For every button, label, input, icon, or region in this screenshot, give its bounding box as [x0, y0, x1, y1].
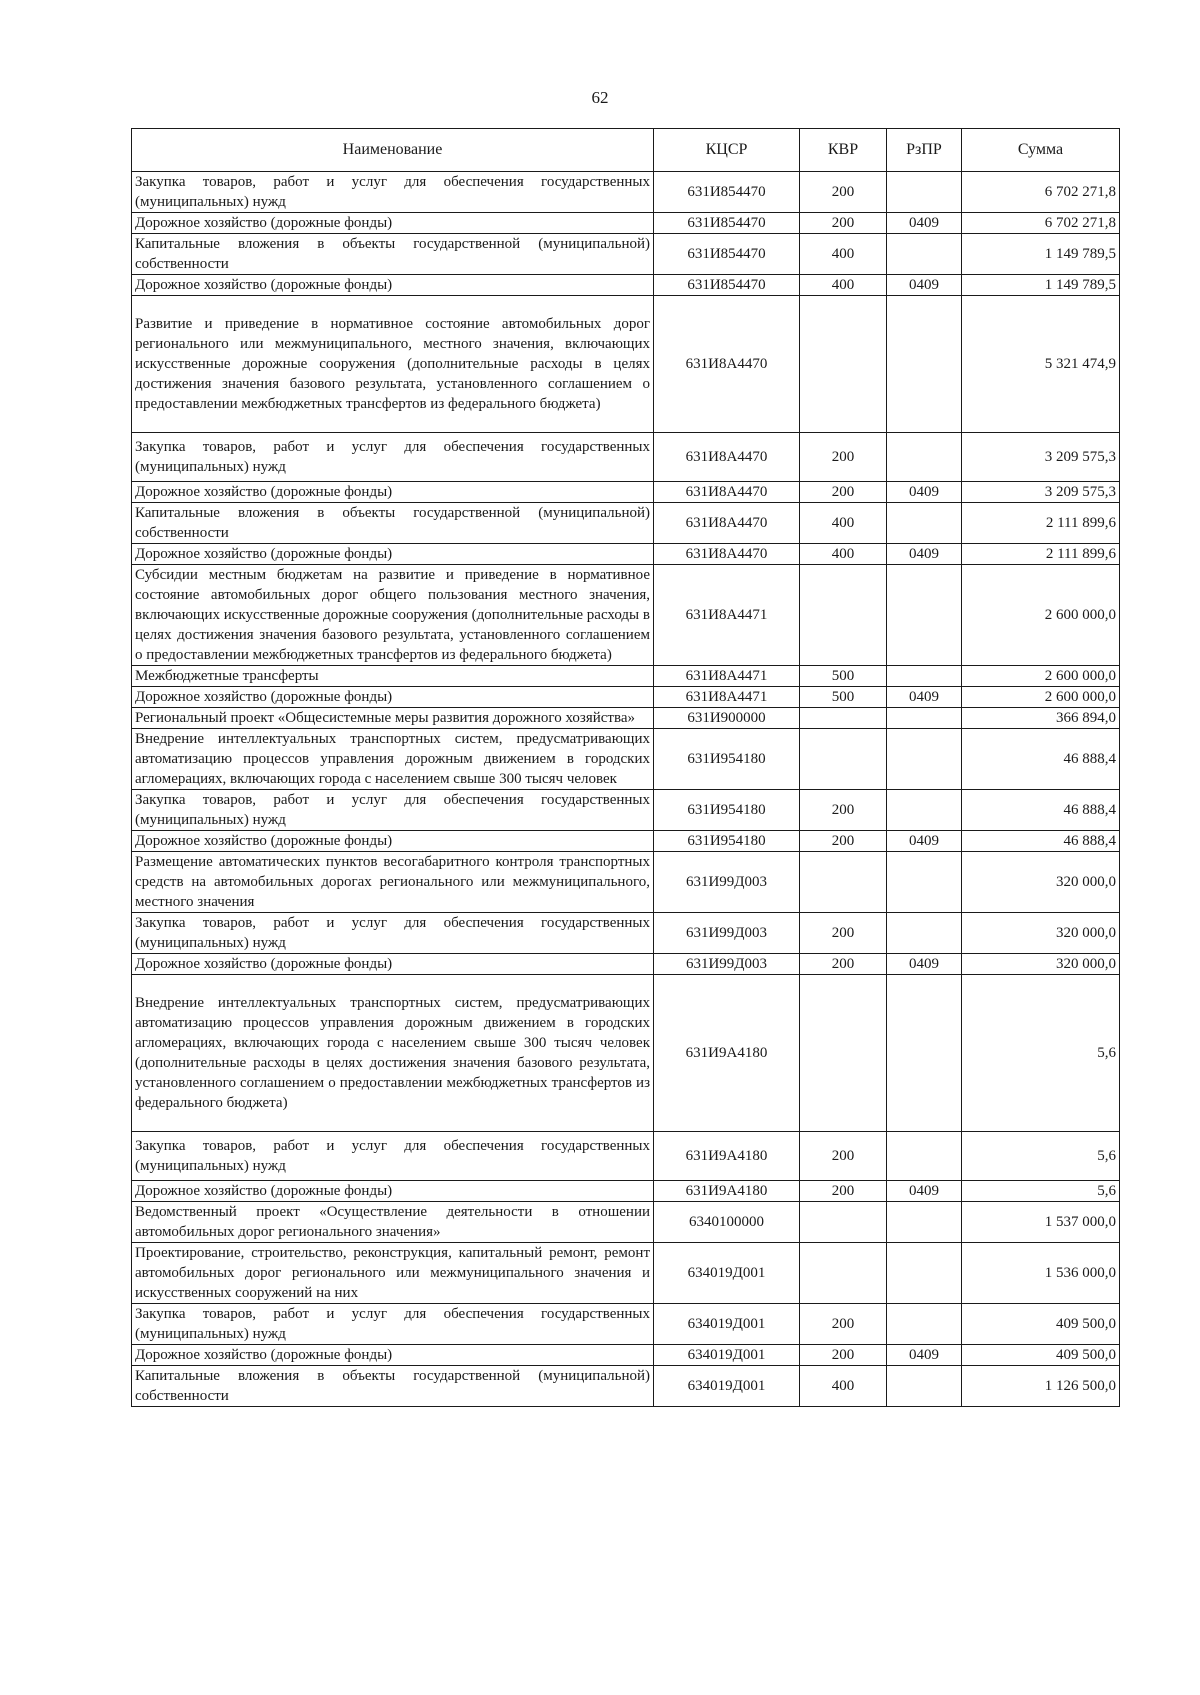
table-row: [132, 213, 1120, 234]
cell-name: Внедрение интеллектуальных транспортных систем, предусматривающих автоматизацию процессов управления дорожным движением в городских агломерациях, включающих города с населением свыше 300 тысяч человек (дополнительные расходы в целях достижения значения базового результата, установленного соглашением о предоставлении межбюджетных трансфертов из федерального бюджета): [132, 975, 654, 1132]
cell-kcsr: 631И99Д003: [654, 852, 800, 913]
cell-name: Капитальные вложения в объекты государственной (муниципальной) собственности: [132, 1366, 654, 1407]
cell-rzpr: 0409: [887, 482, 962, 503]
cell-name: Дорожное хозяйство (дорожные фонды): [132, 1181, 654, 1202]
cell-sum: 2 111 899,6: [962, 544, 1120, 565]
cell-kvr: 500: [800, 666, 887, 687]
header-kvr: КВР: [800, 129, 887, 172]
cell-sum: 5 321 474,9: [962, 296, 1120, 433]
cell-rzpr: [887, 729, 962, 790]
cell-sum: 2 600 000,0: [962, 666, 1120, 687]
cell-rzpr: [887, 1243, 962, 1304]
cell-kvr: 200: [800, 1132, 887, 1181]
cell-name: Внедрение интеллектуальных транспортных систем, предусматривающих автоматизацию процессов управления дорожным движением в городских агломерациях, включающих города с населением свыше 300 тысяч человек: [132, 729, 654, 790]
cell-kcsr: 634019Д001: [654, 1243, 800, 1304]
cell-rzpr: [887, 975, 962, 1132]
cell-kvr: [800, 296, 887, 433]
cell-kcsr: 631И8А4470: [654, 503, 800, 544]
cell-kvr: 200: [800, 482, 887, 503]
cell-rzpr: [887, 1132, 962, 1181]
cell-sum: 409 500,0: [962, 1345, 1120, 1366]
cell-sum: 46 888,4: [962, 790, 1120, 831]
cell-kvr: 200: [800, 831, 887, 852]
cell-kcsr: 6340100000: [654, 1202, 800, 1243]
cell-sum: 1 537 000,0: [962, 1202, 1120, 1243]
cell-kcsr: 631И8А4471: [654, 687, 800, 708]
cell-name: Субсидии местным бюджетам на развитие и приведение в нормативное состояние автомобильных дорог общего пользования местного значения, включающих искусственные дорожные сооружения (дополнительные расходы в целях достижения значения базового результата, установленного соглашением о предоставлении межбюджетных трансфертов из федерального бюджета): [132, 565, 654, 666]
cell-name: Дорожное хозяйство (дорожные фонды): [132, 1345, 654, 1366]
page-number: 62: [591, 88, 609, 107]
table-row: [132, 275, 1120, 296]
table-row: [132, 1243, 1120, 1304]
cell-kvr: 200: [800, 213, 887, 234]
cell-kcsr: 631И9А4180: [654, 1181, 800, 1202]
cell-name: Дорожное хозяйство (дорожные фонды): [132, 954, 654, 975]
cell-kvr: 200: [800, 1345, 887, 1366]
cell-kcsr: 631И9А4180: [654, 1132, 800, 1181]
cell-name: Дорожное хозяйство (дорожные фонды): [132, 482, 654, 503]
table-row: [132, 666, 1120, 687]
table-row: [132, 234, 1120, 275]
cell-sum: 2 600 000,0: [962, 687, 1120, 708]
cell-kvr: [800, 729, 887, 790]
cell-kcsr: 631И8А4470: [654, 433, 800, 482]
table-row: [132, 1304, 1120, 1345]
cell-kcsr: 634019Д001: [654, 1366, 800, 1407]
cell-name: Дорожное хозяйство (дорожные фонды): [132, 275, 654, 296]
cell-name: Закупка товаров, работ и услуг для обеспечения государственных (муниципальных) нужд: [132, 1304, 654, 1345]
cell-sum: 1 536 000,0: [962, 1243, 1120, 1304]
cell-rzpr: [887, 1202, 962, 1243]
cell-rzpr: [887, 296, 962, 433]
table-row: [132, 172, 1120, 213]
cell-rzpr: 0409: [887, 1345, 962, 1366]
header-sum: Сумма: [962, 129, 1120, 172]
cell-kcsr: 631И8А4470: [654, 544, 800, 565]
cell-kcsr: 631И854470: [654, 234, 800, 275]
table-row: [132, 544, 1120, 565]
header-rzpr: РзПР: [887, 129, 962, 172]
cell-rzpr: [887, 666, 962, 687]
table-row: [132, 687, 1120, 708]
cell-sum: 2 111 899,6: [962, 503, 1120, 544]
cell-rzpr: [887, 565, 962, 666]
table-row: [132, 1132, 1120, 1181]
cell-rzpr: 0409: [887, 831, 962, 852]
cell-kcsr: 631И8А4470: [654, 482, 800, 503]
cell-name: Развитие и приведение в нормативное состояние автомобильных дорог регионального или межмуниципального, местного значения, включающих искусственные дорожные сооружения (дополнительные расходы в целях достижения значения базового результата, установленного соглашением о предоставлении межбюджетных трансфертов из федерального бюджета): [132, 296, 654, 433]
cell-rzpr: 0409: [887, 213, 962, 234]
cell-rzpr: [887, 433, 962, 482]
cell-sum: 3 209 575,3: [962, 433, 1120, 482]
table-row: [132, 1366, 1120, 1407]
cell-kcsr: 634019Д001: [654, 1304, 800, 1345]
cell-name: Закупка товаров, работ и услуг для обеспечения государственных (муниципальных) нужд: [132, 433, 654, 482]
cell-rzpr: [887, 708, 962, 729]
cell-rzpr: [887, 913, 962, 954]
cell-kcsr: 631И8А4471: [654, 565, 800, 666]
cell-sum: 6 702 271,8: [962, 213, 1120, 234]
cell-name: Закупка товаров, работ и услуг для обеспечения государственных (муниципальных) нужд: [132, 790, 654, 831]
cell-kvr: 400: [800, 275, 887, 296]
table-body: [132, 172, 1120, 1407]
cell-rzpr: [887, 503, 962, 544]
cell-kvr: 200: [800, 913, 887, 954]
cell-kvr: 200: [800, 1181, 887, 1202]
budget-table: [131, 128, 1120, 1407]
cell-sum: 46 888,4: [962, 729, 1120, 790]
cell-kcsr: 631И954180: [654, 729, 800, 790]
cell-name: Дорожное хозяйство (дорожные фонды): [132, 544, 654, 565]
cell-sum: 46 888,4: [962, 831, 1120, 852]
cell-kvr: 200: [800, 1304, 887, 1345]
table-row: [132, 975, 1120, 1132]
table-row: [132, 503, 1120, 544]
table-row: [132, 296, 1120, 433]
cell-kvr: 200: [800, 954, 887, 975]
table-row: [132, 729, 1120, 790]
cell-sum: 1 126 500,0: [962, 1366, 1120, 1407]
cell-sum: 320 000,0: [962, 852, 1120, 913]
table-row: [132, 433, 1120, 482]
cell-kvr: 400: [800, 503, 887, 544]
cell-kcsr: 631И8А4470: [654, 296, 800, 433]
cell-rzpr: 0409: [887, 954, 962, 975]
cell-sum: 1 149 789,5: [962, 234, 1120, 275]
cell-kcsr: 631И854470: [654, 172, 800, 213]
cell-rzpr: [887, 172, 962, 213]
table-row: [132, 1345, 1120, 1366]
cell-kvr: 400: [800, 544, 887, 565]
cell-sum: 5,6: [962, 975, 1120, 1132]
cell-kvr: [800, 975, 887, 1132]
cell-kcsr: 634019Д001: [654, 1345, 800, 1366]
cell-name: Закупка товаров, работ и услуг для обеспечения государственных (муниципальных) нужд: [132, 1132, 654, 1181]
cell-name: Региональный проект «Общесистемные меры развития дорожного хозяйства»: [132, 708, 654, 729]
cell-kcsr: 631И900000: [654, 708, 800, 729]
cell-kcsr: 631И99Д003: [654, 954, 800, 975]
cell-sum: 1 149 789,5: [962, 275, 1120, 296]
cell-kvr: 400: [800, 1366, 887, 1407]
table-row: [132, 1202, 1120, 1243]
header-kcsr: КЦСР: [654, 129, 800, 172]
cell-name: Капитальные вложения в объекты государственной (муниципальной) собственности: [132, 234, 654, 275]
cell-name: Дорожное хозяйство (дорожные фонды): [132, 831, 654, 852]
cell-kcsr: 631И954180: [654, 790, 800, 831]
cell-sum: 5,6: [962, 1181, 1120, 1202]
cell-sum: 409 500,0: [962, 1304, 1120, 1345]
cell-rzpr: [887, 1366, 962, 1407]
table-row: [132, 1181, 1120, 1202]
cell-kvr: 200: [800, 790, 887, 831]
cell-kcsr: 631И954180: [654, 831, 800, 852]
cell-rzpr: 0409: [887, 544, 962, 565]
cell-name: Ведомственный проект «Осуществление деятельности в отношении автомобильных дорог регионального значения»: [132, 1202, 654, 1243]
table-row: [132, 852, 1120, 913]
cell-name: Размещение автоматических пунктов весогабаритного контроля транспортных средств на автомобильных дорогах регионального или межмуниципального, местного значения: [132, 852, 654, 913]
table-row: [132, 913, 1120, 954]
cell-sum: 5,6: [962, 1132, 1120, 1181]
cell-sum: 3 209 575,3: [962, 482, 1120, 503]
cell-kcsr: 631И8А4471: [654, 666, 800, 687]
cell-kvr: 200: [800, 172, 887, 213]
table-row: [132, 954, 1120, 975]
cell-kvr: 400: [800, 234, 887, 275]
cell-name: Закупка товаров, работ и услуг для обеспечения государственных (муниципальных) нужд: [132, 172, 654, 213]
cell-sum: 366 894,0: [962, 708, 1120, 729]
cell-rzpr: [887, 790, 962, 831]
cell-rzpr: [887, 1304, 962, 1345]
cell-rzpr: [887, 234, 962, 275]
cell-sum: 320 000,0: [962, 954, 1120, 975]
cell-sum: 6 702 271,8: [962, 172, 1120, 213]
cell-name: Межбюджетные трансферты: [132, 666, 654, 687]
cell-rzpr: 0409: [887, 687, 962, 708]
cell-rzpr: 0409: [887, 275, 962, 296]
cell-sum: 2 600 000,0: [962, 565, 1120, 666]
cell-kvr: [800, 708, 887, 729]
cell-kvr: 200: [800, 433, 887, 482]
cell-kcsr: 631И854470: [654, 275, 800, 296]
table-row: [132, 565, 1120, 666]
cell-kvr: [800, 565, 887, 666]
table-row: [132, 790, 1120, 831]
cell-name: Дорожное хозяйство (дорожные фонды): [132, 213, 654, 234]
cell-sum: 320 000,0: [962, 913, 1120, 954]
table-header-row: [132, 129, 1120, 172]
cell-rzpr: 0409: [887, 1181, 962, 1202]
cell-kvr: [800, 1243, 887, 1304]
header-name: Наименование: [132, 129, 654, 172]
table-row: [132, 482, 1120, 503]
cell-kvr: [800, 852, 887, 913]
cell-kcsr: 631И9А4180: [654, 975, 800, 1132]
cell-kcsr: 631И99Д003: [654, 913, 800, 954]
cell-rzpr: [887, 852, 962, 913]
cell-kvr: [800, 1202, 887, 1243]
cell-name: Проектирование, строительство, реконструкция, капитальный ремонт, ремонт автомобильных дорог регионального или межмуниципального значения и искусственных сооружений на них: [132, 1243, 654, 1304]
cell-name: Капитальные вложения в объекты государственной (муниципальной) собственности: [132, 503, 654, 544]
cell-name: Закупка товаров, работ и услуг для обеспечения государственных (муниципальных) нужд: [132, 913, 654, 954]
cell-kcsr: 631И854470: [654, 213, 800, 234]
cell-kvr: 500: [800, 687, 887, 708]
table-row: [132, 831, 1120, 852]
table-row: [132, 708, 1120, 729]
cell-name: Дорожное хозяйство (дорожные фонды): [132, 687, 654, 708]
